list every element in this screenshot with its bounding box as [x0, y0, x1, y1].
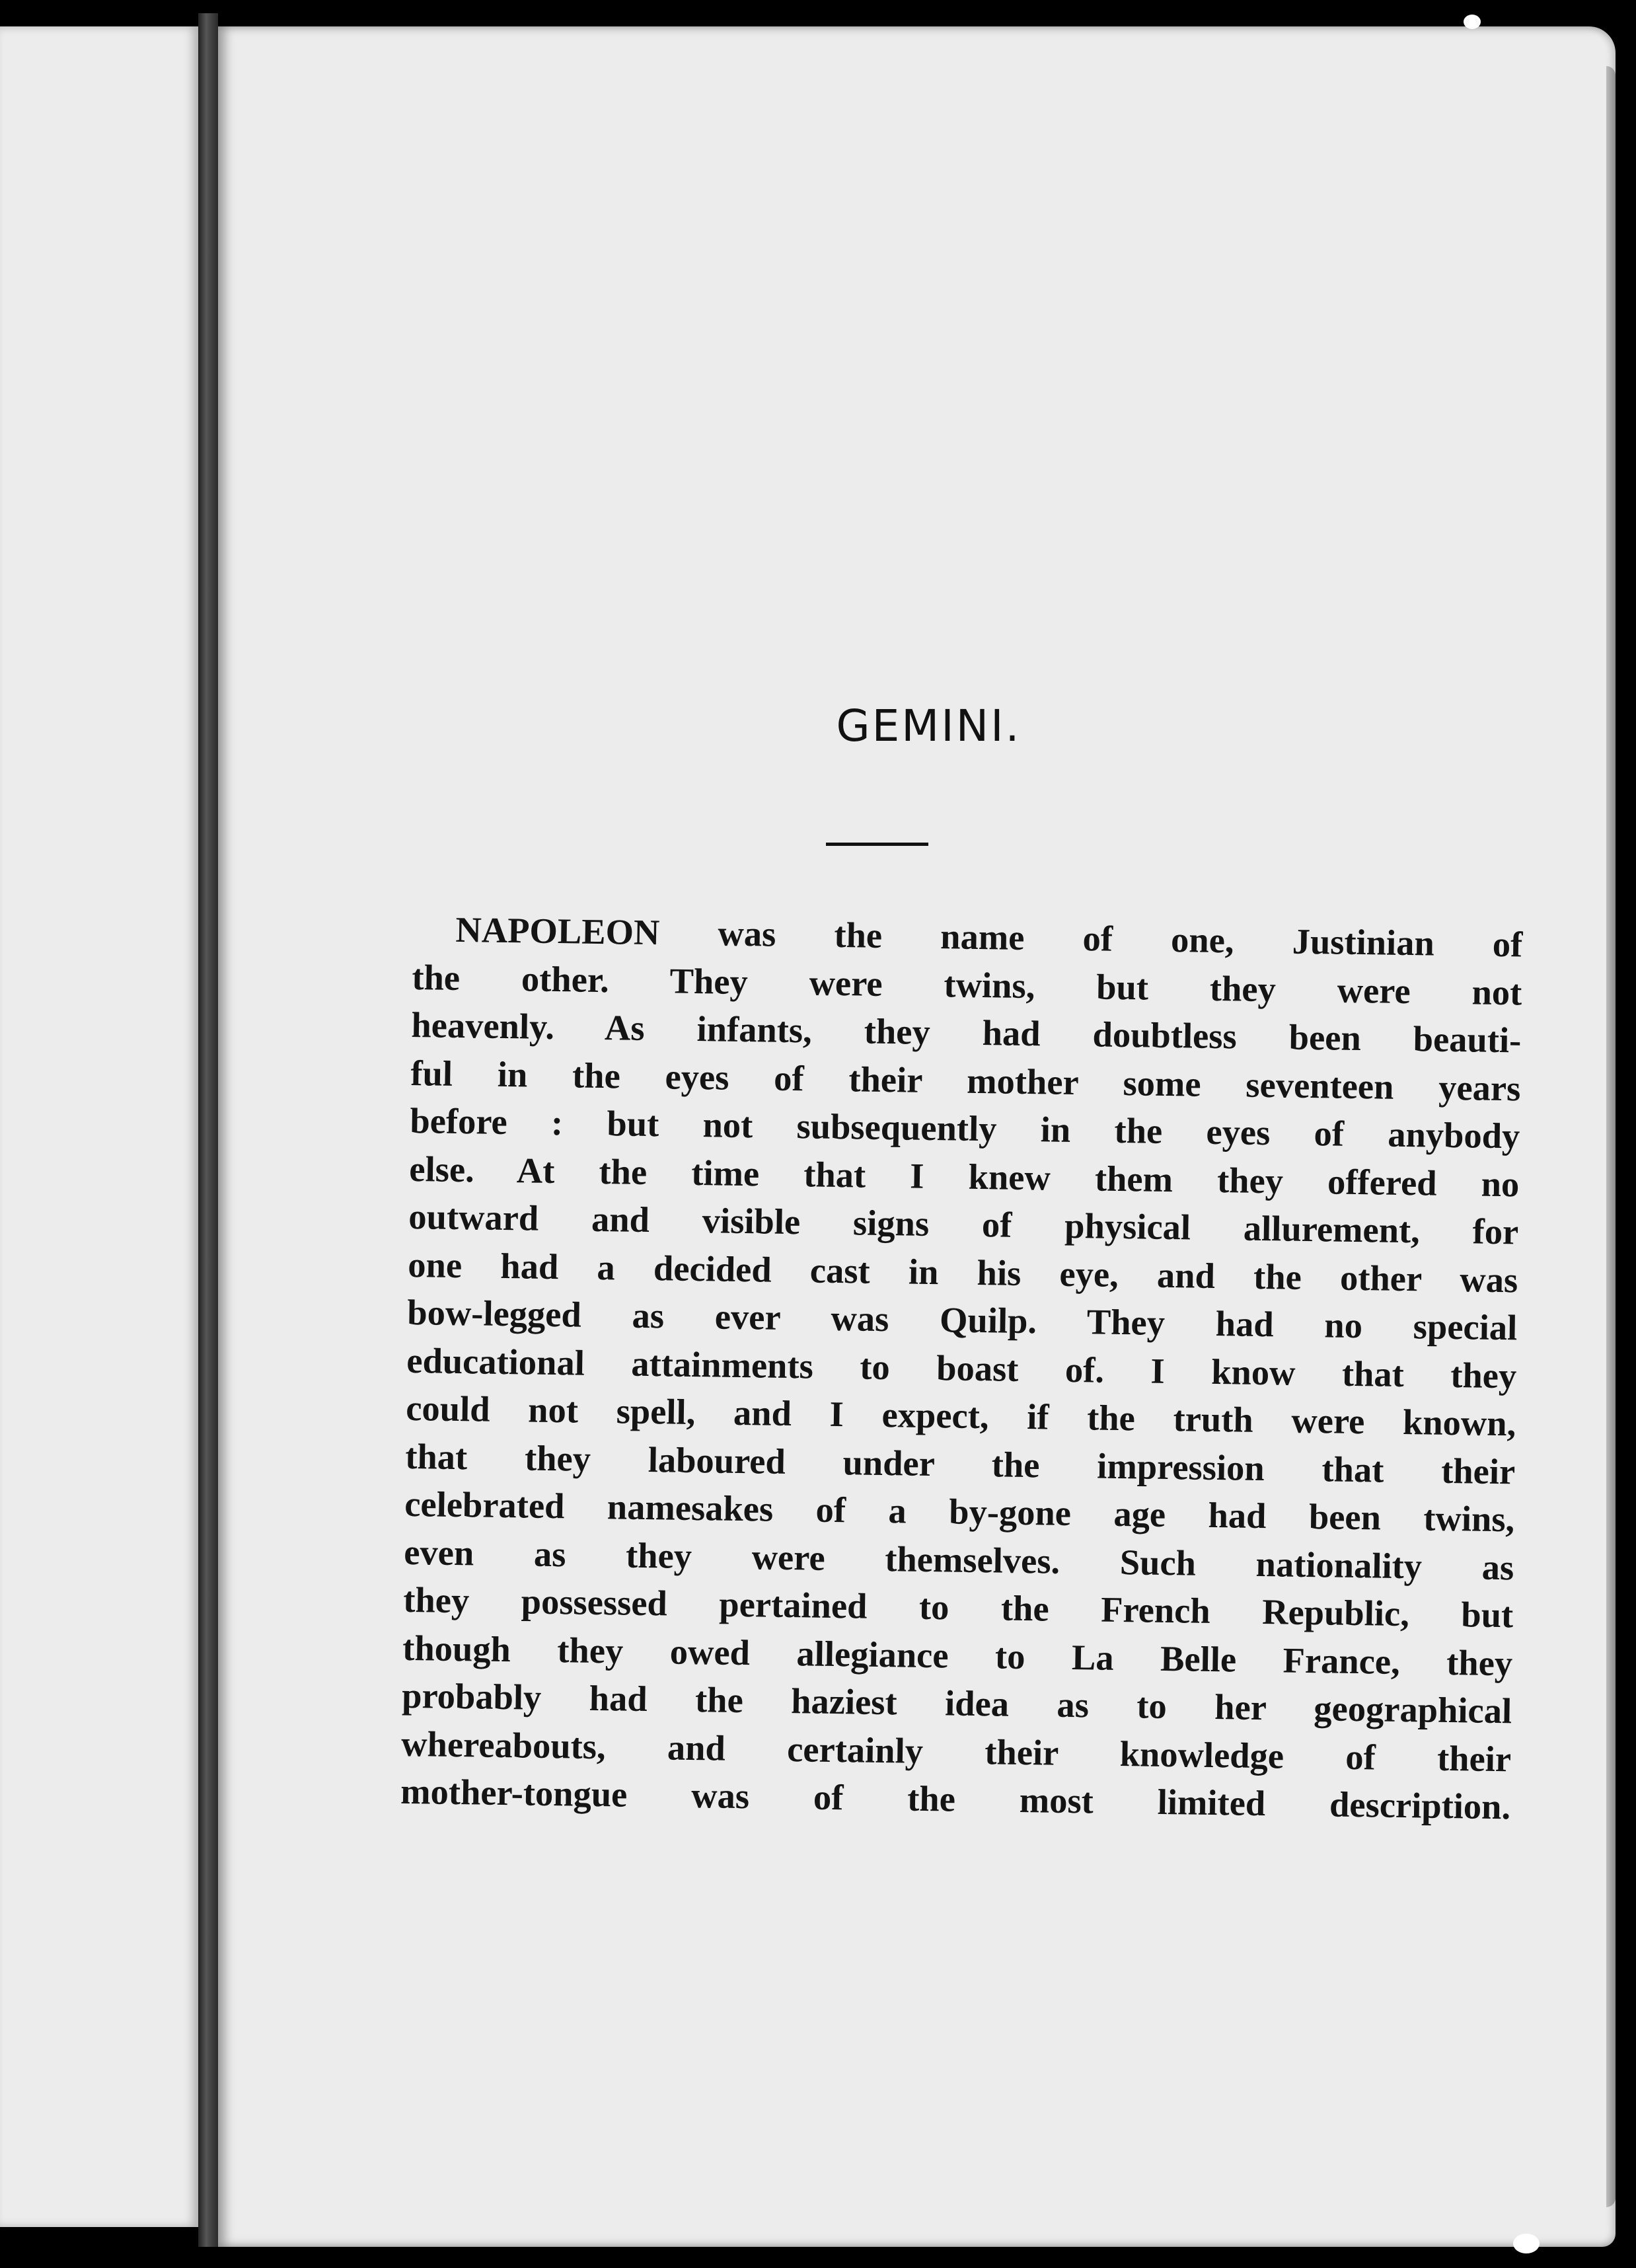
text-line: probably had the haziest idea as to her geographical: [401, 1675, 1512, 1731]
text-line: educational attainments to boast of. I know that they: [406, 1340, 1517, 1396]
text-line: NAPOLEON was the name of one, Justinian of: [455, 909, 1523, 965]
scan-speck: [1513, 2234, 1540, 2253]
text-line: the other. They were twins, but they were not: [412, 956, 1522, 1012]
text-line: even as they were themselves. Such nationality as: [403, 1531, 1514, 1587]
text-line: heavenly. As infants, they had doubtless been beauti-: [411, 1004, 1522, 1061]
text-line: else. At the time that I knew them they offered no: [409, 1148, 1520, 1204]
text-line: though they owed allegiance to La Belle France, they: [402, 1627, 1513, 1683]
body-paragraph: [400, 905, 1523, 1831]
text-line: celebrated namesakes of a by-gone age had been twins,: [404, 1483, 1515, 1540]
text-line: could not spell, and I expect, if the truth were known,: [405, 1387, 1516, 1444]
text-line: they possessed pertained to the French Republic, but: [402, 1579, 1514, 1636]
book-gutter: [198, 13, 218, 2247]
scan-speck: [1464, 15, 1481, 29]
chapter-title: GEMINI.: [836, 700, 1022, 751]
text-line: one had a decided cast in his eye, and the other was: [407, 1244, 1518, 1300]
page-edge: [1606, 66, 1616, 2207]
text-line: bow-legged as ever was Quilp. They had no special: [406, 1291, 1518, 1348]
text-line: outward and visible signs of physical allurement, for: [408, 1195, 1519, 1252]
text-line: ful in the eyes of their mother some seventeen years: [410, 1052, 1521, 1108]
title-rule: [826, 843, 928, 846]
text-line: before : but not subsequently in the eyes of anybody: [410, 1100, 1520, 1156]
text-line: mother-tongue was of the most limited description.: [400, 1770, 1511, 1827]
book-page: [218, 26, 1616, 2247]
left-facing-page: [0, 26, 198, 2227]
text-line: that they laboured under the impression that their: [404, 1435, 1516, 1492]
text-line: whereabouts, and certainly their knowledge of their: [400, 1723, 1512, 1779]
